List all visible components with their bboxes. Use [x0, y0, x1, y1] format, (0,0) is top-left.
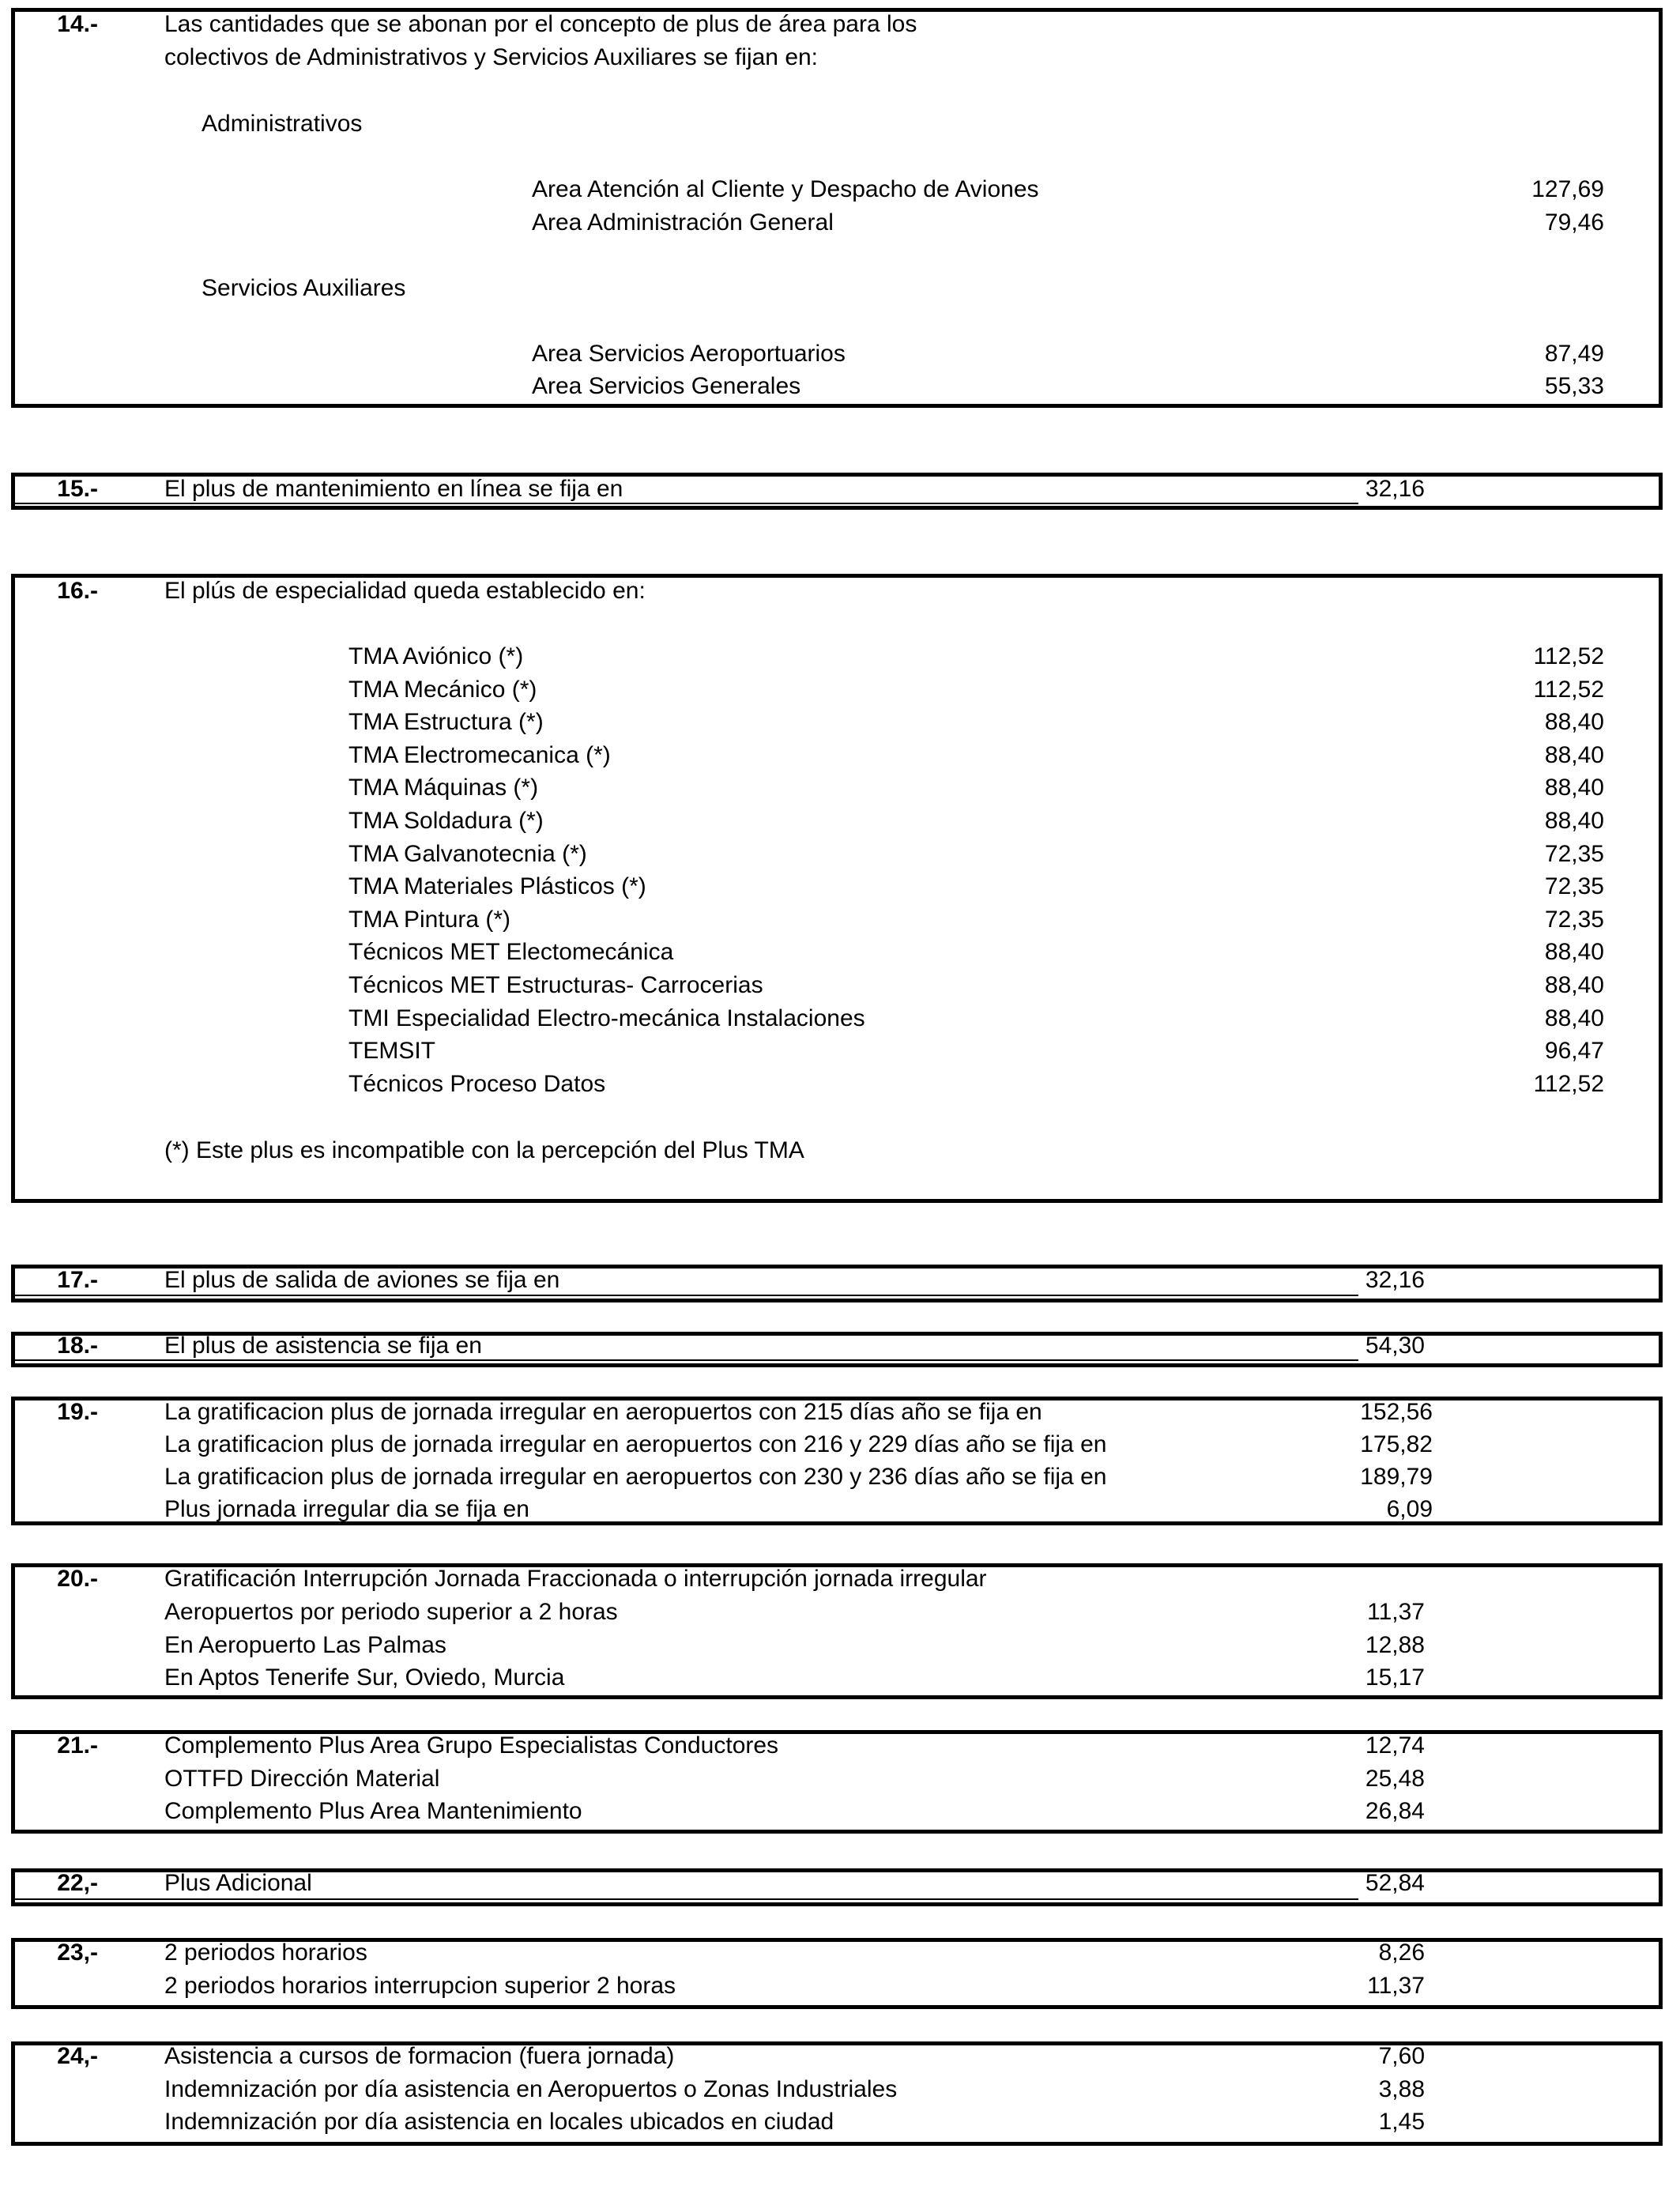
item-label: En Aptos Tenerife Sur, Oviedo, Murcia [164, 1664, 565, 1691]
divider [15, 1359, 1358, 1361]
item-label: TMA Mecánico (*) [348, 676, 537, 703]
section-text: El plus de mantenimiento en línea se fija en [164, 476, 623, 502]
item-label: Asistencia a cursos de formacion (fuera jornada) [164, 2043, 675, 2069]
item-value: 3,88 [1378, 2075, 1425, 2102]
item-value: 88,40 [1544, 709, 1604, 736]
item-value: 88,40 [1544, 741, 1604, 768]
section-intro: colectivos de Administrativos y Servicios Auxiliares se fijan en: [164, 44, 819, 70]
item-value: 1,45 [1378, 2109, 1425, 2135]
section-value: 32,16 [1365, 1267, 1425, 1293]
item-value: 12,88 [1365, 1631, 1425, 1658]
section-number: 19.- [57, 1399, 98, 1425]
section-text: Plus Adicional [164, 1870, 312, 1896]
item-value: 25,48 [1365, 1765, 1425, 1792]
item-label: Area Servicios Aeroportuarios [532, 341, 846, 367]
item-label: Indemnización por día asistencia en locales ubicados en ciudad [164, 2109, 834, 2135]
item-label: Complemento Plus Area Grupo Especialistas Conductores [164, 1732, 779, 1759]
section-number: 18.- [57, 1333, 98, 1359]
item-value: 72,35 [1544, 840, 1604, 867]
section-value: 32,16 [1365, 476, 1425, 502]
section-value: 54,30 [1365, 1333, 1425, 1359]
section-number: 17.- [57, 1267, 98, 1293]
section-text: El plus de salida de aviones se fija en [164, 1267, 560, 1293]
item-value: 88,40 [1544, 1005, 1604, 1031]
item-value: 72,35 [1544, 906, 1604, 933]
section-number: 20.- [57, 1566, 98, 1592]
item-value: 7,60 [1378, 2043, 1425, 2069]
item-label: Area Administración General [532, 209, 834, 236]
section-text: El plus de asistencia se fija en [164, 1333, 482, 1359]
section-number: 23,- [57, 1940, 98, 1966]
section-number: 16.- [57, 578, 98, 604]
item-value: 88,40 [1544, 972, 1604, 998]
item-label: Plus jornada irregular dia se fija en [164, 1496, 529, 1522]
item-label: OTTFD Dirección Material [164, 1765, 440, 1792]
item-value: 11,37 [1367, 1599, 1425, 1625]
item-value: 96,47 [1544, 1038, 1604, 1065]
section-number: 24,- [57, 2043, 98, 2069]
item-label: TMA Aviónico (*) [348, 643, 524, 669]
item-value: 152,56 [1360, 1399, 1433, 1425]
footnote: (*) Este plus es incompatible con la percepción del Plus TMA [164, 1137, 804, 1163]
item-label: En Aeropuerto Las Palmas [164, 1631, 446, 1658]
item-value: 127,69 [1531, 176, 1604, 202]
item-label: TMI Especialidad Electro-mecánica Instalaciones [348, 1005, 865, 1031]
item-label: TEMSIT [348, 1038, 435, 1065]
item-label: TMA Estructura (*) [348, 709, 544, 736]
section-intro: Las cantidades que se abonan por el concepto de plus de área para los [164, 11, 917, 37]
item-label: Area Atención al Cliente y Despacho de Aviones [532, 176, 1039, 202]
item-label: Técnicos MET Estructuras- Carrocerias [348, 972, 763, 998]
item-label: Indemnización por día asistencia en Aeropuertos o Zonas Industriales [164, 2075, 898, 2102]
item-value: 175,82 [1360, 1431, 1433, 1457]
item-label: TMA Galvanotecnia (*) [348, 840, 587, 867]
item-value: 112,52 [1533, 643, 1604, 669]
item-label: TMA Pintura (*) [348, 906, 511, 933]
item-value: 112,52 [1533, 676, 1604, 703]
item-label: TMA Electromecanica (*) [348, 741, 611, 768]
item-value: 79,46 [1544, 209, 1604, 236]
section-number: 22,- [57, 1870, 98, 1896]
group-heading: Servicios Auxiliares [202, 275, 406, 301]
item-label: Técnicos MET Electomecánica [348, 939, 674, 966]
divider [15, 503, 1358, 504]
item-label: TMA Máquinas (*) [348, 775, 539, 801]
item-value: 12,74 [1365, 1732, 1425, 1759]
item-label: Aeropuertos por periodo superior a 2 horas [164, 1599, 618, 1625]
section-number: 21.- [57, 1732, 98, 1759]
item-label: La gratificacion plus de jornada irregular en aeropuertos con 230 y 236 días año se fija en [164, 1464, 1107, 1490]
section-intro: El plús de especialidad queda establecido en: [164, 578, 646, 604]
section-16 [11, 574, 1663, 1203]
item-label: Complemento Plus Area Mantenimiento [164, 1798, 582, 1824]
section-intro: Gratificación Interrupción Jornada Fraccionada o interrupción jornada irregular [164, 1566, 987, 1592]
item-label: TMA Materiales Plásticos (*) [348, 873, 646, 900]
item-label: TMA Soldadura (*) [348, 808, 544, 834]
item-value: 88,40 [1544, 808, 1604, 834]
item-value: 189,79 [1360, 1464, 1433, 1490]
divider [15, 1295, 1358, 1296]
item-value: 15,17 [1365, 1664, 1425, 1691]
item-value: 55,33 [1544, 373, 1604, 399]
section-value: 52,84 [1365, 1870, 1425, 1896]
item-value: 11,37 [1367, 1972, 1425, 1999]
section-number: 15.- [57, 476, 98, 502]
section-number: 14.- [57, 11, 98, 37]
item-value: 6,09 [1386, 1496, 1433, 1522]
item-value: 87,49 [1544, 341, 1604, 367]
item-label: Area Servicios Generales [532, 373, 801, 399]
divider [15, 1898, 1358, 1900]
item-value: 88,40 [1544, 939, 1604, 966]
item-label: La gratificacion plus de jornada irregular en aeropuertos con 216 y 229 días año se fija en [164, 1431, 1107, 1457]
item-value: 26,84 [1365, 1798, 1425, 1824]
item-label: 2 periodos horarios interrupcion superior 2 horas [164, 1972, 676, 1999]
item-value: 112,52 [1533, 1070, 1604, 1097]
item-value: 8,26 [1378, 1940, 1425, 1966]
group-heading: Administrativos [202, 111, 363, 137]
item-value: 72,35 [1544, 873, 1604, 900]
item-label: 2 periodos horarios [164, 1940, 367, 1966]
item-label: La gratificacion plus de jornada irregular en aeropuertos con 215 días año se fija en [164, 1399, 1042, 1425]
item-value: 88,40 [1544, 775, 1604, 801]
item-label: Técnicos Proceso Datos [348, 1070, 606, 1097]
